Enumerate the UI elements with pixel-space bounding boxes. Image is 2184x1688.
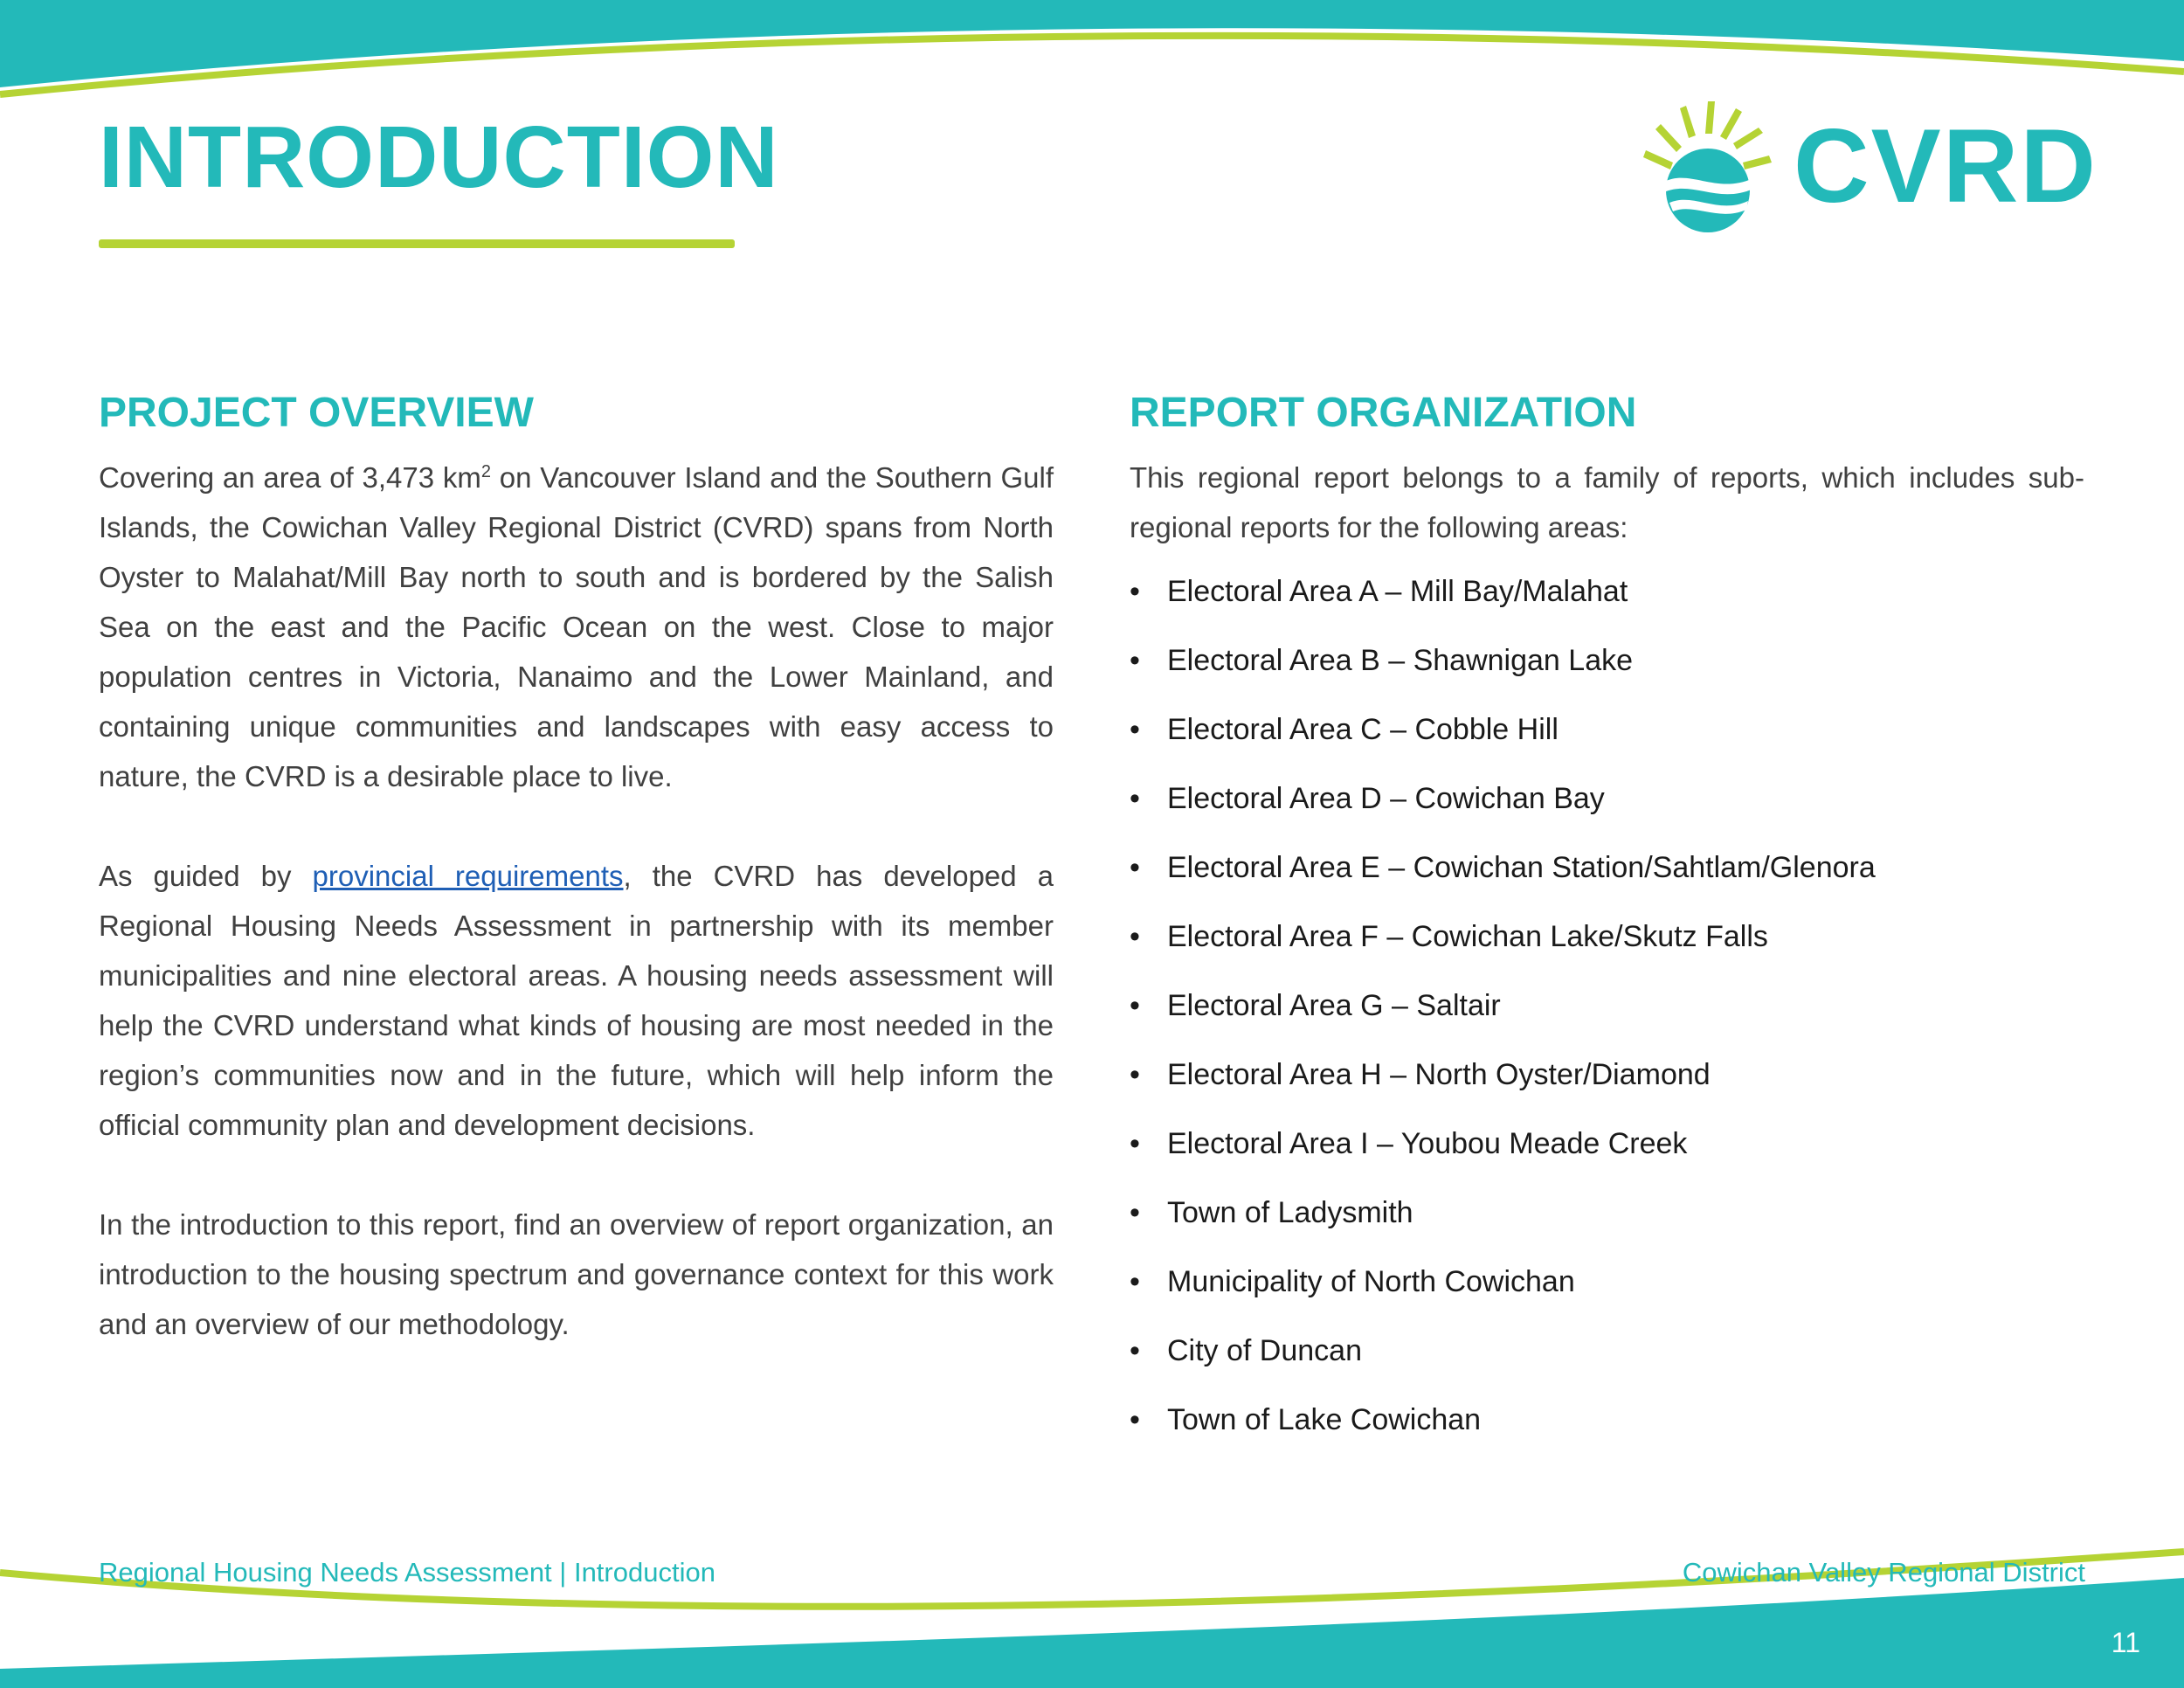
footer-document-title: Regional Housing Needs Assessment | Introduction: [99, 1557, 715, 1588]
overview-paragraph-2: [99, 851, 1054, 1150]
report-organization-heading: REPORT ORGANIZATION: [1130, 390, 1637, 436]
footer-organization: Cowichan Valley Regional District: [1682, 1557, 2085, 1588]
bullet-icon: •: [1130, 920, 1140, 953]
bullet-icon: •: [1130, 713, 1140, 746]
areas-bullet-list: [1130, 570, 2084, 1442]
provincial-requirements-link[interactable]: provincial requirements: [312, 860, 624, 892]
area-list-item-label: Electoral Area I – Youbou Meade Creek: [1167, 1127, 1688, 1160]
overview-p2-text-cont: , the CVRD has developed a Regional Housing Needs Assessment in partnership with its member municipalities and nine electoral areas. A housing needs assessment will help the CVRD understand what kinds of housing are most needed in the region’s communities now and in the future, which will help inform the official community plan and development decisions.: [99, 860, 1054, 1141]
area-list-item-label: Electoral Area E – Cowichan Station/Sahtlam/Glenora: [1167, 851, 1876, 884]
area-list-item-label: Town of Ladysmith: [1167, 1196, 1413, 1229]
area-list-item: [1130, 915, 2084, 958]
bullet-icon: •: [1130, 1265, 1140, 1298]
area-list-item-label: Electoral Area C – Cobble Hill: [1167, 713, 1559, 746]
bullet-icon: •: [1130, 1058, 1140, 1091]
page-title: INTRODUCTION: [99, 108, 779, 206]
bullet-icon: •: [1130, 575, 1140, 608]
area-list-item: [1130, 639, 2084, 682]
area-list-item-label: Town of Lake Cowichan: [1167, 1403, 1482, 1436]
area-list-item-label: Electoral Area G – Saltair: [1167, 989, 1501, 1022]
project-overview-heading: PROJECT OVERVIEW: [99, 390, 534, 436]
cvrd-logo: [1638, 94, 2098, 234]
area-list-item: [1130, 1398, 2084, 1442]
area-list-item: [1130, 777, 2084, 820]
project-overview-section: [99, 384, 1054, 1349]
overview-paragraph-1: [99, 453, 1054, 801]
report-organization-section: [1130, 384, 2084, 1467]
bullet-icon: •: [1130, 782, 1140, 815]
area-list-item-label: Electoral Area H – North Oyster/Diamond: [1167, 1058, 1711, 1091]
bullet-icon: •: [1130, 1196, 1140, 1229]
area-list-item-label: Electoral Area F – Cowichan Lake/Skutz Falls: [1167, 920, 1768, 953]
sun-wave-logo-icon: [1638, 94, 1778, 234]
area-list-item-label: Electoral Area D – Cowichan Bay: [1167, 782, 1605, 815]
bullet-icon: •: [1130, 989, 1140, 1022]
bullet-icon: •: [1130, 1127, 1140, 1160]
area-list-item: [1130, 1329, 2084, 1373]
bullet-icon: •: [1130, 644, 1140, 677]
area-list-item: [1130, 984, 2084, 1027]
area-list-item-label: Electoral Area B – Shawnigan Lake: [1167, 644, 1634, 677]
area-list-item-label: Electoral Area A – Mill Bay/Malahat: [1167, 575, 1628, 608]
area-list-item-label: Municipality of North Cowichan: [1167, 1265, 1575, 1298]
bullet-icon: •: [1130, 1334, 1140, 1367]
page-number: 11: [2111, 1627, 2140, 1658]
bullet-icon: •: [1130, 1403, 1140, 1436]
overview-p2-text: As guided by: [99, 860, 313, 892]
area-list-item: [1130, 570, 2084, 613]
area-list-item-label: City of Duncan: [1167, 1334, 1362, 1367]
bullet-icon: •: [1130, 851, 1140, 884]
overview-p1-text-cont: on Vancouver Island and the Southern Gulf Islands, the Cowichan Valley Regional District (CVRD) spans from North Oyster to Malahat/Mill Bay north to south and is bordered by the Salish Sea on the east and the Pacific Ocean on the west. Close to major population centres in Victoria, Nanaimo and the Lower Mainland, and containing unique communities and landscapes with easy access to nature, the CVRD is a desirable place to live.: [99, 461, 1054, 792]
area-list-item: [1130, 1122, 2084, 1166]
area-list-item: [1130, 708, 2084, 751]
report-organization-intro: This regional report belongs to a family of reports, which includes sub-regional reports for the following areas:: [1130, 461, 2084, 543]
superscript-2: 2: [480, 462, 491, 481]
overview-p1-text: Covering an area of 3,473 km: [99, 461, 481, 494]
area-list-item: [1130, 846, 2084, 889]
overview-paragraph-3: In the introduction to this report, find an overview of report organization, an introduction to the housing spectrum and governance context for this work and an overview of our methodology.: [99, 1208, 1054, 1340]
area-list-item: [1130, 1260, 2084, 1304]
area-list-item: [1130, 1191, 2084, 1235]
title-underline: [99, 239, 735, 248]
area-list-item: [1130, 1053, 2084, 1097]
logo-wordmark: CVRD: [1794, 107, 2098, 225]
